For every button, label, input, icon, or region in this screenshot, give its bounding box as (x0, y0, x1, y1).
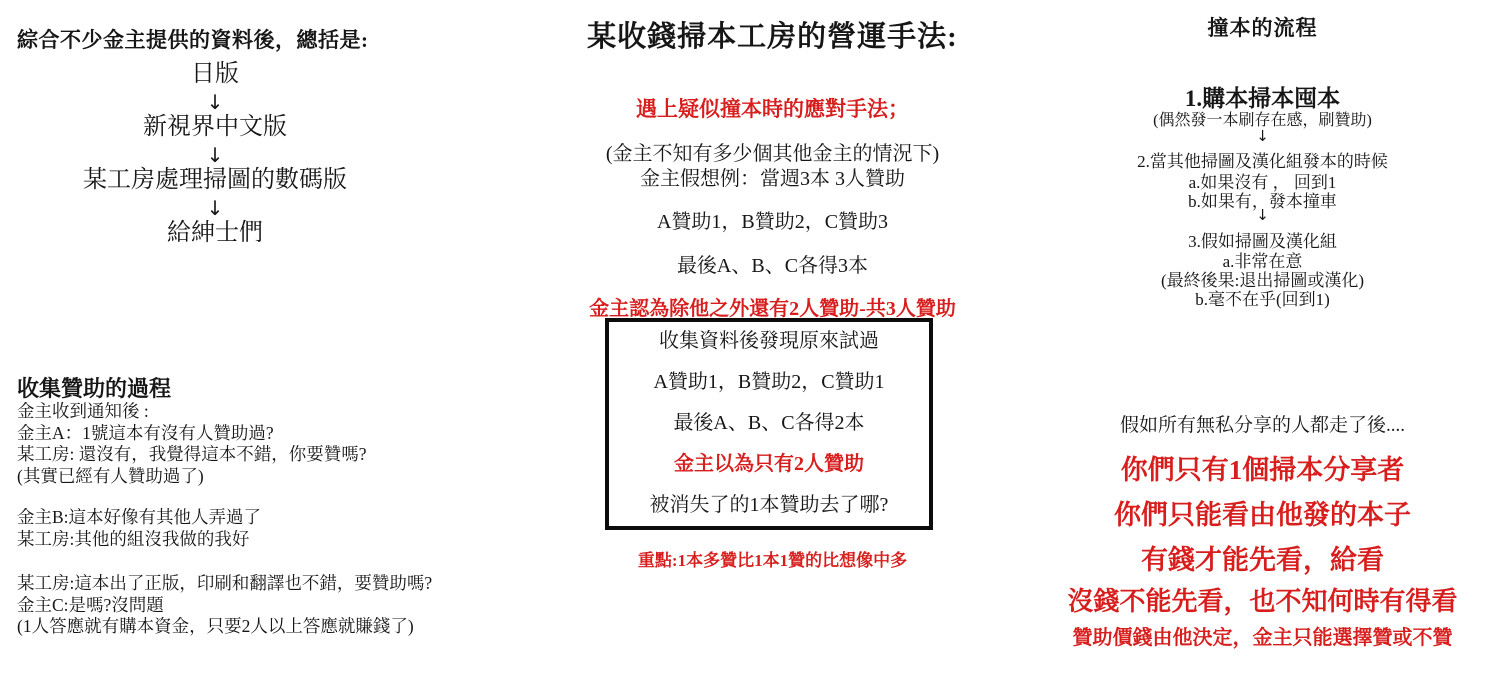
workshop-method-title: 某收錢掃本工房的營運手法: (587, 21, 958, 53)
left-column (0, 0, 500, 675)
sponsor-belief-line: 金主認為除他之外還有2人贊助-共3人贊助 (589, 298, 956, 320)
arrow-down-icon: ↓ (206, 196, 224, 220)
box-line-belief: 金主以為只有2人贊助 (674, 453, 864, 475)
arrow-down-icon: ↓ (1256, 127, 1269, 145)
warning-line-4: 沒錢不能先看，也不知何時有得看 (1067, 587, 1458, 616)
dialog-line: (其實已經有人贊助過了) (17, 465, 204, 486)
reality-box (605, 318, 933, 530)
outro-line: 假如所有無私分享的人都走了後.... (1119, 415, 1405, 436)
warning-line-1: 你們只有1個掃本分享者 (1120, 455, 1405, 485)
summary-title: 綜合不少金主提供的資料後，總括是: (17, 28, 369, 52)
flow-step-1: 1.購本掃本囤本 (1184, 86, 1341, 111)
dialog-line: 某工房: 還沒有，我覺得這本不錯，你要贊嗎? (17, 444, 367, 464)
dialog-paragraph-b (17, 507, 497, 550)
dialog-line: 某工房:其他的組沒我做的我好 (17, 528, 250, 549)
box-line-discovery: 收集資料後發現原來試過 (659, 330, 879, 352)
key-point-footer: 重點:1本多贊比1本1贊的比想像中多 (637, 551, 908, 570)
sponsor-process-title: 收集贊助的過程 (17, 376, 172, 401)
flow-step-2: 2.當其他掃圖及漢化組發本的時候 (1137, 152, 1388, 171)
scenario-sponsorship: A贊助1，B贊助2，C贊助3 (656, 211, 889, 233)
flow-step-gentlemen: 給紳士們 (167, 220, 263, 246)
middle-column (545, 0, 1000, 675)
warning-line-3: 有錢才能先看，給看 (1141, 545, 1384, 575)
warning-line-2: 你們只能看由他發的本子 (1114, 500, 1411, 530)
flow-step-japanese-edition: 日版 (191, 61, 239, 87)
flow-step-3a-note: (最終後果:退出掃圖或漢化) (1160, 271, 1365, 290)
distribution-flowchart (0, 0, 430, 245)
arrow-down-icon: ↓ (1256, 206, 1269, 224)
dialog-line: 金主B:這本好像有其他人弄過了 (17, 507, 262, 527)
dialog-line: 金主收到通知後 : (17, 401, 149, 421)
scenario-note: (金主不知有多少個其他金主的情況下) (605, 143, 940, 165)
box-line-question: 被消失了的1本贊助去了哪? (649, 494, 889, 516)
flow-step-2a: a.如果沒有 ， 回到1 (1188, 173, 1337, 192)
flow-step-3: 3.假如掃圖及漢化組 (1188, 232, 1337, 251)
flow-step-3a: a.非常在意 (1222, 252, 1303, 271)
dialog-line: (1人答應就有購本資金，只要2人以上答應就賺錢了) (17, 616, 414, 636)
dialog-paragraph-a (17, 401, 497, 487)
box-line-result: 最後A、B、C各得2本 (673, 412, 865, 434)
box-line-sponsorship: A贊助1，B贊助2，C贊助1 (653, 371, 885, 393)
arrow-down-icon: ↓ (206, 90, 224, 114)
dialog-paragraph-c (17, 573, 497, 638)
dialog-line: 某工房:這本出了正版，印刷和翻譯也不錯，要贊助嗎? (17, 573, 433, 593)
flow-step-3b: b.毫不在乎(回到1) (1195, 290, 1330, 309)
arrow-down-icon: ↓ (206, 143, 224, 167)
warning-line-5: 贊助價錢由他決定，金主只能選擇贊或不贊 (1072, 627, 1453, 649)
dialog-line: 金主A：1號這本有沒有人贊助過? (17, 422, 274, 443)
dialog-line: 金主C:是嗎?沒問題 (17, 594, 164, 615)
collision-flow-title: 撞本的流程 (1207, 16, 1318, 40)
right-column (1040, 0, 1485, 675)
flow-step-digital-edition: 某工房處理掃圖的數碼版 (83, 167, 347, 193)
collision-response-subtitle: 遇上疑似撞本時的應對手法； (636, 97, 909, 121)
flow-step-2b: b.如果有，發本撞車 (1188, 192, 1337, 211)
flow-step-chinese-edition: 新視界中文版 (143, 114, 287, 140)
flow-step-1-note: (偶然發一本刷存在感，刷贊助) (1153, 112, 1372, 129)
scenario-setup: 金主假想例：當週3本 3人贊助 (640, 168, 905, 190)
scenario-result: 最後A、B、C各得3本 (676, 255, 869, 277)
